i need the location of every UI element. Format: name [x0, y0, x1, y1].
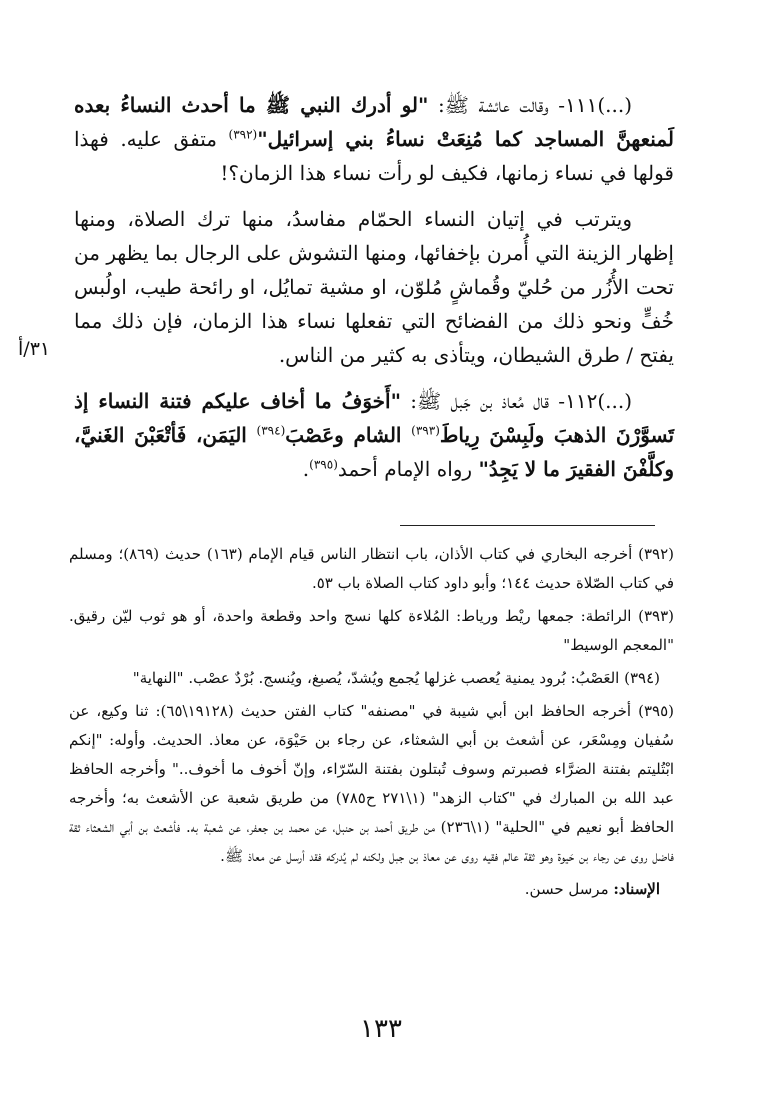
- manuscript-folio-marker: ٣١/أ: [18, 338, 51, 360]
- footnote-ref-394: (٣٩٤): [256, 423, 286, 438]
- footnote-394: (٣٩٤) العَصْبُ: بُرود يمنية يُعصب غزلها يُجمع ويُشدّ، يُصبغ، ويُنسج. بُرْدٌ عصْب. "النهاية": [132, 669, 660, 687]
- footnote-393: (٣٩٣) الرائطة: جمعها ريْط ورياط: المُلاءة كلها نسج واحد وقطعة واحدة، أو هو ثوب ليّن رقيق. "المعجم الوسيط": [69, 607, 674, 654]
- hadith-112-end: .: [302, 457, 310, 481]
- footnote-divider: [400, 525, 655, 526]
- hadith-112-tail: رواه الإمام أحمد: [337, 457, 479, 481]
- hadith-112-lead: (...)١١٢- قال مُعاذ بن جَبل ﷺ:: [401, 389, 632, 413]
- paragraph-hadith-112: [74, 384, 674, 486]
- hadith-111-lead: (...)١١١- وقالت عائشة ﷺ:: [428, 93, 632, 117]
- paragraph-hadith-111: [74, 88, 674, 190]
- isnad-value: مرسل حسن.: [524, 880, 614, 898]
- footnote-392: (٣٩٢) أخرجه البخاري في كتاب الأذان، باب انتظار الناس قيام الإمام (١٦٣) حديث (٨٦٩)؛ ومسلم في كتاب الصّلاة حديث ١٤٤؛ وأبو داود كتاب الصلاة باب ٥٣.: [69, 545, 674, 592]
- hadith-112-quote-c: اليَمَن، فَأتْعَبْنَ الغَنيَّ، وكلَّفْنَ الفقيرَ ما لا يَجِدُ": [74, 423, 674, 481]
- page-number: ١٣٣: [360, 1014, 402, 1044]
- isnad-label: الإسناد:: [613, 880, 660, 898]
- footnotes-section: [69, 540, 674, 908]
- footnote-ref-393: (٣٩٣): [411, 423, 440, 438]
- footnote-395: (٣٩٥) أخرجه الحافظ ابن أبي شيبة في "مصنفه" كتاب الفتن حديث (١٩١٢٨\٦٥): ثنا وكيع، عن سُفيان ومِسْعَر، عن أشعث بن أبي الشعثاء، عن رجاء بن حَيْوَة، عن معاذ. الحديث. وأوله: "إنكم ابْتُليتم بفتنة الضرَّاء فصبرتم وسوف تُبتلون بفتنة السّرّاء، وإنّ أخوف ما أخوف.." وأخرجه الحافظ عبد الله بن المبارك في "كتاب الزهد" (١\٢٧١ ح٧٨٥) من طريق شعبة عن الأشعث به؛ وأخرجه الحافظ أبو نعيم في "الحلية" (١\٢٣٦) من طريق أحمد بن حنبل، عن محمد بن جعفر، عن شعبة به. فأشعث بن أبي الشعثاء ثقة فاضل روى عن رجاء بن حَيوة وهو ثقة عالم فقيه روى عن معاذ بن جبل ولكنه لم يُدركه فقد أرسل عن معاذ ﷺ.: [69, 702, 675, 865]
- footnote-ref-392: (٣٩٢): [228, 127, 258, 142]
- footnote-ref-395: (٣٩٥): [309, 457, 338, 472]
- paragraph-commentary: ويترتب في إتيان النساء الحمّام مفاسدُ، منها ترك الصلاة، ومنها إظهار الزينة التي أُمرن بإخفائها، ومنها التشوش على الرجال بما يظهر من تحت الأُزُر من حُليّ وقُماشٍ مُلوّن، او مشية تمايُل، او رائحة طيب، اولُبس خُفٍّ ونحو ذلك من الفضائح التي تفعلها نساء هذا الزمان، فإن ذلك مما يفتح / طرق الشيطان، ويتأذى به كثير من الناس.: [74, 207, 674, 367]
- hadith-112-quote-a: "أَخوَفُ ما أخاف عليكم فتنة النساء إذ تَسوَّرْنَ الذهبَ ولَبِسْنَ رِياطَ: [74, 389, 675, 447]
- hadith-111-tail: متفق عليه. فهذا قولها في نساء زمانها، فكيف لو رأت نساء هذا الزمان؟!: [74, 127, 674, 185]
- hadith-111-quote: "لو أدرك النبي ﷺ ما أحدث النساءُ بعده لَمنعهنَّ المساجد كما مُنِعَتْ نساءُ بني إسرائيل": [74, 93, 674, 151]
- hadith-112-quote-b: الشام وعَصْبَ: [285, 423, 412, 447]
- main-text: [74, 88, 674, 498]
- isnad-line: [69, 875, 674, 904]
